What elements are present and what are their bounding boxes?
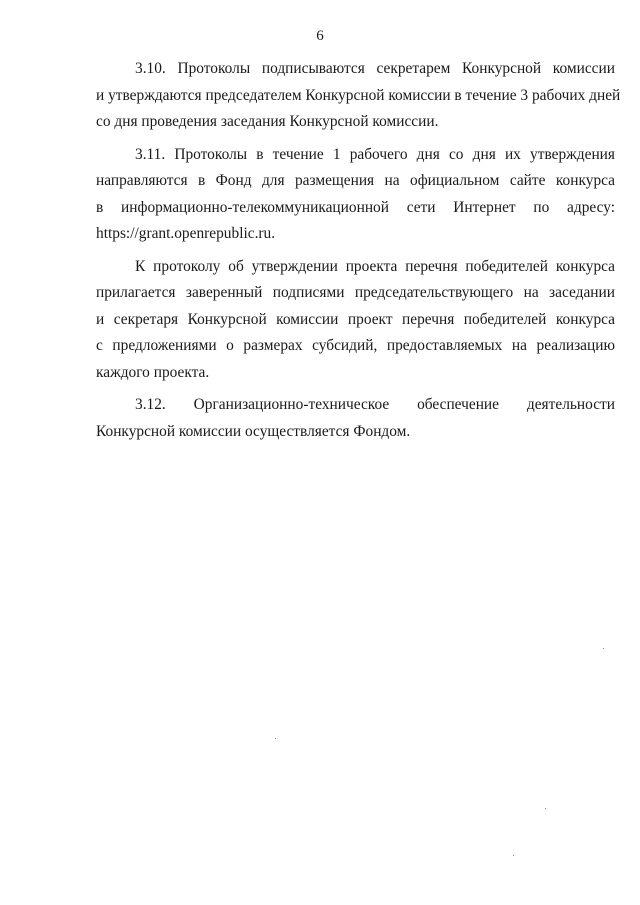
paragraph-3-10 xyxy=(96,56,621,136)
paragraph-line: 3.10. Протоколы подписываются секретарем Конкурсной комиссии xyxy=(135,60,615,77)
paragraph-line: с предложениями о размерах субсидий, предоставляемых на реализацию xyxy=(96,337,615,354)
scan-speck xyxy=(545,808,546,809)
paragraph-line: 3.11. Протоколы в течение 1 рабочего дня со дня их утверждения xyxy=(135,145,615,163)
scan-speck xyxy=(275,738,276,739)
paragraph-line: и утверждаются председателем Конкурсной комиссии в течение 3 рабочих дней xyxy=(96,86,621,104)
paragraph-line: К протоколу об утверждении проекта перечня победителей конкурса xyxy=(135,257,615,275)
paragraph-line: в информационно-телекоммуникационной сети Интернет по адресу: xyxy=(96,198,615,216)
paragraph-protocol-attachment xyxy=(96,254,615,387)
scan-speck xyxy=(603,648,604,649)
paragraph-line: 3.12. Организационно-техническое обеспечение деятельности xyxy=(135,396,615,413)
paragraph-line: со дня проведения заседания Конкурсной комиссии. xyxy=(96,113,439,130)
paragraph-line: каждого проекта. xyxy=(96,363,210,381)
paragraph-3-11 xyxy=(96,142,615,248)
page-number: 6 xyxy=(316,28,324,44)
paragraph-3-12 xyxy=(96,392,615,445)
paragraph-line: и секретаря Конкурсной комиссии проект перечня победителей конкурса xyxy=(96,310,615,328)
paragraph-line: прилагается заверенный подписями председательствующего на заседании xyxy=(96,284,615,301)
paragraph-line: https://grant.openrepublic.ru. xyxy=(96,225,276,242)
paragraph-line: Конкурсной комиссии осуществляется Фондом. xyxy=(96,422,411,440)
document-body xyxy=(96,56,621,445)
paragraph-line: направляются в Фонд для размещения на официальном сайте конкурса xyxy=(96,172,615,189)
scan-speck xyxy=(513,855,514,856)
